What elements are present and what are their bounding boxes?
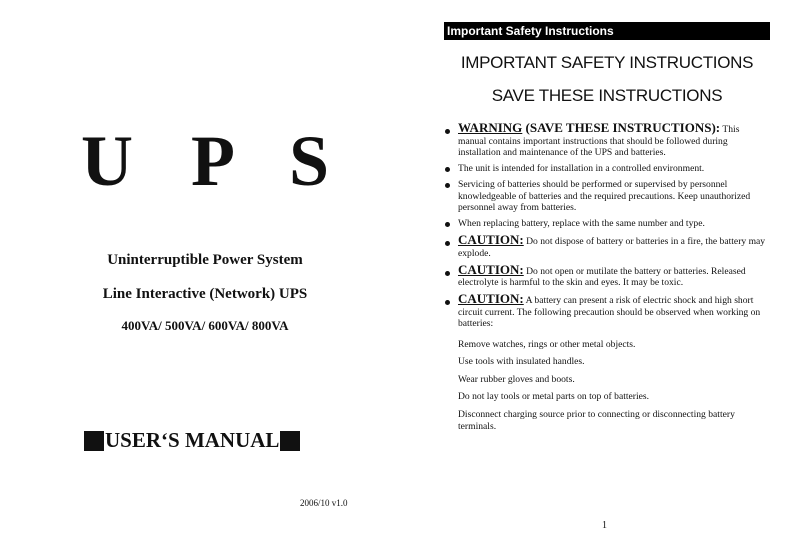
bullet-icon xyxy=(445,222,450,227)
save-instructions-heading: SAVE THESE INSTRUCTIONS xyxy=(491,86,723,105)
safety-list xyxy=(444,122,770,334)
users-manual-heading xyxy=(84,428,300,453)
caution-keyword: CAUTION: xyxy=(458,291,524,306)
bullet-icon xyxy=(445,183,450,188)
bullet-icon xyxy=(445,300,450,305)
list-item-text: This manual contains important instructions that should be followed during installation and maintenance of the UPS and batteries. xyxy=(458,124,740,158)
list-item xyxy=(444,122,770,159)
precaution-line: Do not lay tools or metal parts on top of batteries. xyxy=(458,391,650,402)
users-manual-label: USER‘S MANUAL xyxy=(105,428,280,452)
bullet-icon xyxy=(445,167,450,172)
page-number: 1 xyxy=(602,520,607,531)
cover-subtitle-1: Uninterruptible Power System xyxy=(107,252,303,268)
list-item xyxy=(444,234,770,259)
warning-keyword-suffix: (SAVE THESE INSTRUCTIONS): xyxy=(522,120,721,135)
list-item-text: A battery can present a risk of electric shock and high short circuit current. The following precaution should be observed when working on batteries: xyxy=(458,295,761,329)
list-item-text: When replacing battery, replace with the same number and type. xyxy=(458,218,705,229)
section-header-bar: Important Safety Instructions xyxy=(444,22,770,40)
list-item xyxy=(444,261,770,289)
list-item xyxy=(444,218,770,230)
warning-keyword: WARNING xyxy=(458,120,523,135)
caution-keyword: CAUTION: xyxy=(458,261,524,277)
list-item-text: The unit is intended for installation in a controlled environment. xyxy=(458,163,705,174)
cover-title: U P S xyxy=(80,121,350,201)
cover-subtitle-2: Line Interactive (Network) UPS xyxy=(102,286,308,302)
bullet-icon xyxy=(445,271,450,276)
caution-keyword: CAUTION: xyxy=(458,232,524,247)
list-item-text: Do not open or mutilate the battery or batteries. Released electrolyte is harmful to the skin and eyes. It may be toxic. xyxy=(458,265,746,288)
precaution-line: Disconnect charging source prior to connecting or disconnecting battery terminals. xyxy=(458,409,735,432)
black-square-icon xyxy=(84,431,104,451)
precaution-line: Wear rubber gloves and boots. xyxy=(458,374,575,385)
black-square-icon xyxy=(280,431,300,451)
version-label: 2006/10 v1.0 xyxy=(300,498,348,508)
list-item-text: Servicing of batteries should be performed or supervised by personnel knowledgeable of batteries and the required precautions. Keep unauthorized personnel away from batteries. xyxy=(458,179,751,213)
list-item xyxy=(444,163,770,175)
list-item-text: Do not dispose of battery or batteries in a fire, the battery may explode. xyxy=(458,236,766,259)
list-item xyxy=(444,179,770,214)
bullet-icon xyxy=(445,129,450,134)
precaution-line: Remove watches, rings or other metal objects. xyxy=(458,339,636,350)
safety-heading: IMPORTANT SAFETY INSTRUCTIONS xyxy=(460,53,754,72)
list-item xyxy=(444,293,770,330)
precaution-line: Use tools with insulated handles. xyxy=(458,356,585,367)
bullet-icon xyxy=(445,241,450,246)
cover-models: 400VA/ 500VA/ 600VA/ 800VA xyxy=(121,318,289,333)
